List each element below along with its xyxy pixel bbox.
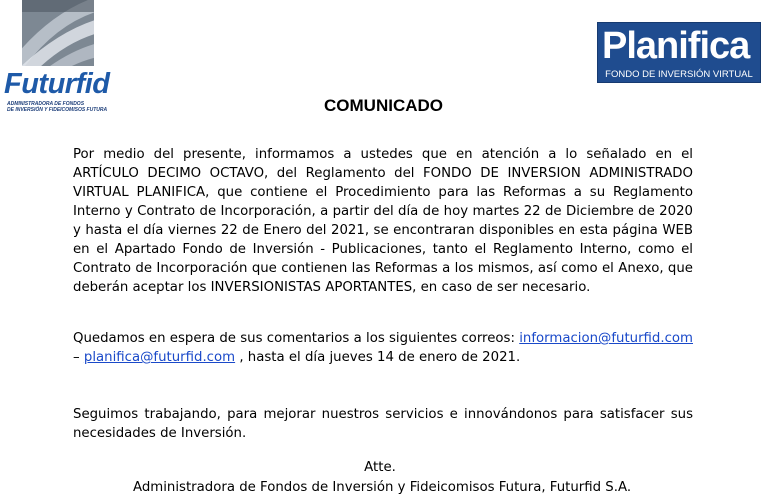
page-title: COMUNICADO xyxy=(324,96,443,115)
planifica-logo-name: Planifica xyxy=(602,25,750,67)
signature-line: Administradora de Fondos de Inversión y Fideicomisos Futura, Futurfid S.A. xyxy=(132,480,632,495)
planifica-logo-subtitle: FONDO DE INVERSIÓN VIRTUAL xyxy=(605,69,753,80)
email-link-planifica[interactable]: planifica@futurfid.com xyxy=(83,350,236,365)
email-separator: – xyxy=(73,350,84,365)
futurfid-tagline-1: ADMINISTRADORA DE FONDOS xyxy=(7,101,85,107)
contact-intro: Quedamos en espera de sus comentarios a los siguientes correos: xyxy=(73,331,515,346)
closing-salutation: Atte. xyxy=(364,460,396,475)
email-link-informacion[interactable]: informacion@futurfid.com xyxy=(519,331,693,346)
futurfid-brand-text: Futurfid xyxy=(4,68,110,100)
contact-paragraph xyxy=(73,329,693,367)
futurfid-emblem-icon xyxy=(22,0,94,66)
closing-paragraph: Seguimos trabajando, para mejorar nuestros servicios e innovándonos para satisfacer sus necesidades de Inversión. xyxy=(73,407,693,441)
planifica-logo xyxy=(597,22,761,83)
announcement-paragraph: Por medio del presente, informamos a ustedes que en atención a lo señalado en el ARTÍCULO DECIMO OCTAVO, del Reglamento del FONDO DE INVERSION ADMINISTRADO VIRTUAL PLANIFICA, que contiene el Procedimiento para las Reformas a su Reglamento Interno y Contrato de Incorporación, a partir del día de hoy martes 22 de Diciembre de 2020 y hasta el día viernes 22 de Enero del 2021, se encontraran disponibles en esta página WEB en el Apartado Fondo de Inversión - Publicaciones, tanto el Reglamento Interno, como el Contrato de Incorporación que contienen las Reformas a los mismos, así como el Anexo, que deberán aceptar los INVERSIONISTAS APORTANTES, en caso de ser necesario. xyxy=(73,147,693,295)
futurfid-tagline-2: DE INVERSIÓN Y FIDEICOMISOS FUTURA xyxy=(7,107,108,113)
contact-deadline: , hasta el día jueves 14 de enero de 2021. xyxy=(235,350,521,365)
